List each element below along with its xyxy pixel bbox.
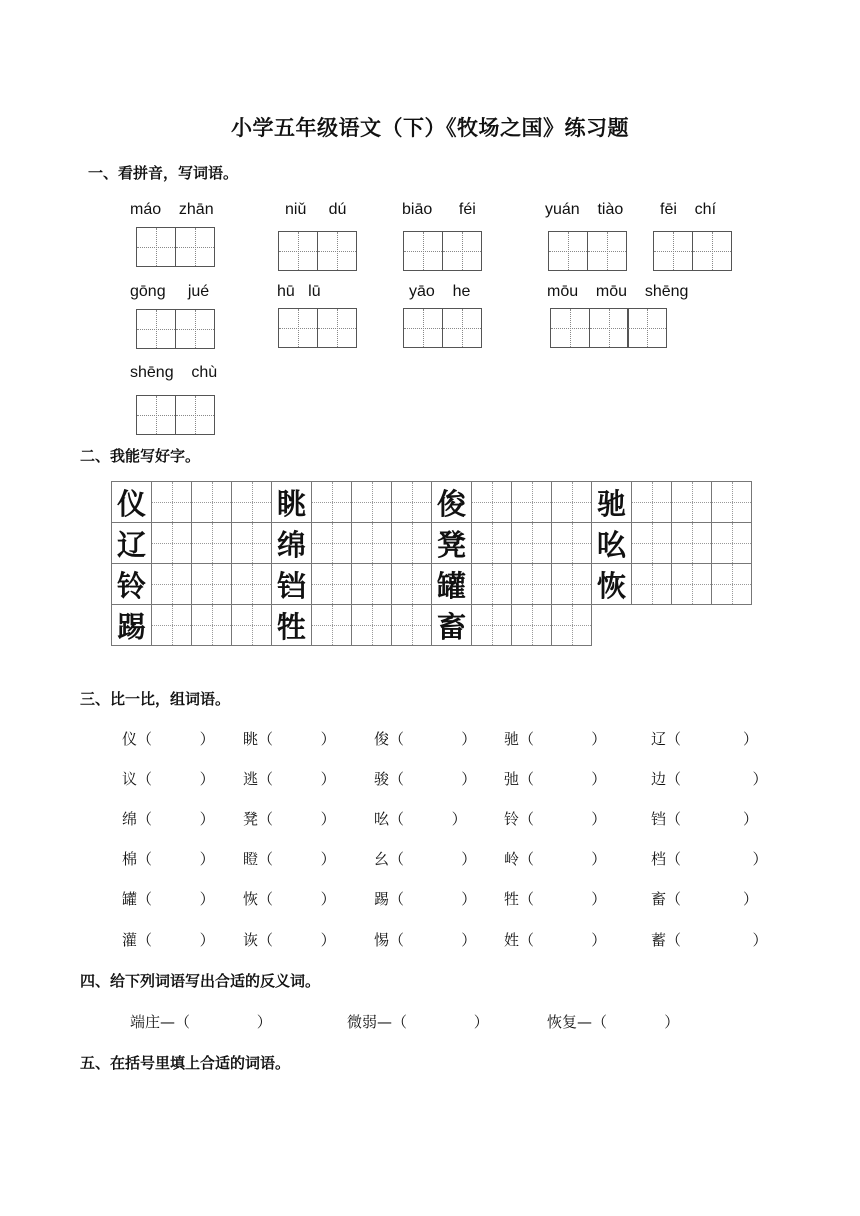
practice-cell[interactable] <box>631 563 672 605</box>
antonym-item[interactable]: 端庄—（ ） <box>130 1013 272 1031</box>
writing-box[interactable] <box>136 309 215 349</box>
practice-cell[interactable] <box>351 522 392 564</box>
practice-cell[interactable] <box>231 563 272 605</box>
model-character: 罐 <box>432 564 471 604</box>
practice-cell[interactable] <box>311 563 352 605</box>
practice-cell <box>431 522 472 564</box>
practice-cell[interactable] <box>231 522 272 564</box>
compare-item[interactable]: 畜（ ） <box>651 890 758 908</box>
practice-cell <box>591 481 632 523</box>
compare-item[interactable]: 边（ ） <box>651 770 768 788</box>
practice-cell[interactable] <box>711 481 752 523</box>
compare-item[interactable]: 辽（ ） <box>651 730 758 748</box>
practice-cell <box>111 604 152 646</box>
practice-cell[interactable] <box>511 604 552 646</box>
compare-item[interactable]: 踢（ ） <box>374 890 477 908</box>
compare-item[interactable]: 岭（ ） <box>504 850 607 868</box>
practice-cell[interactable] <box>631 481 672 523</box>
model-character: 驰 <box>592 482 631 522</box>
compare-item[interactable]: 仪（ ） <box>122 730 215 748</box>
practice-cell[interactable] <box>351 604 392 646</box>
practice-cell[interactable] <box>671 481 712 523</box>
practice-cell <box>271 563 312 605</box>
writing-box[interactable] <box>550 308 667 348</box>
pinyin-label: niǔ dú <box>285 201 347 218</box>
compare-item[interactable]: 蓄（ ） <box>651 931 768 949</box>
compare-item[interactable]: 瞪（ ） <box>243 850 336 868</box>
practice-cell[interactable] <box>151 522 192 564</box>
section-5-heading: 五、在括号里填上合适的词语。 <box>80 1054 291 1072</box>
compare-item[interactable]: 凳（ ） <box>243 810 336 828</box>
compare-item[interactable]: 绵（ ） <box>122 810 215 828</box>
practice-cell[interactable] <box>631 522 672 564</box>
antonym-item[interactable]: 微弱—（ ） <box>347 1013 489 1031</box>
compare-item[interactable]: 眺（ ） <box>243 730 336 748</box>
practice-cell[interactable] <box>191 604 232 646</box>
practice-cell <box>431 604 472 646</box>
writing-box[interactable] <box>548 231 627 271</box>
writing-box[interactable] <box>653 231 732 271</box>
page-title: 小学五年级语文（下）《牧场之国》练习题 <box>231 116 629 140</box>
practice-cell[interactable] <box>191 481 232 523</box>
practice-cell <box>271 522 312 564</box>
compare-item[interactable]: 驰（ ） <box>504 730 607 748</box>
practice-cell[interactable] <box>351 481 392 523</box>
practice-cell[interactable] <box>191 522 232 564</box>
practice-cell[interactable] <box>351 563 392 605</box>
practice-cell[interactable] <box>551 481 592 523</box>
model-character: 恢 <box>592 564 631 604</box>
practice-cell[interactable] <box>311 522 352 564</box>
practice-cell <box>431 481 472 523</box>
practice-cell[interactable] <box>551 563 592 605</box>
compare-item[interactable]: 恢（ ） <box>243 890 336 908</box>
compare-item[interactable]: 铃（ ） <box>504 810 607 828</box>
compare-item[interactable]: 棉（ ） <box>122 850 215 868</box>
compare-item[interactable]: 议（ ） <box>122 770 215 788</box>
practice-cell <box>431 563 472 605</box>
model-character: 吆 <box>592 523 631 563</box>
practice-cell[interactable] <box>711 522 752 564</box>
pinyin-label: hū lū <box>277 283 321 300</box>
compare-item[interactable]: 铛（ ） <box>651 810 758 828</box>
practice-cell[interactable] <box>151 563 192 605</box>
practice-cell[interactable] <box>711 563 752 605</box>
practice-cell[interactable] <box>311 481 352 523</box>
pinyin-label: máo zhān <box>130 201 214 218</box>
pinyin-label: fēi chí <box>660 201 717 218</box>
practice-cell[interactable] <box>391 522 432 564</box>
pinyin-label: gōng jué <box>130 283 210 300</box>
pinyin-label: biāo féi <box>402 201 476 218</box>
writing-box[interactable] <box>278 231 357 271</box>
practice-cell <box>271 604 312 646</box>
compare-item[interactable]: 灌（ ） <box>122 931 215 949</box>
practice-cell[interactable] <box>511 481 552 523</box>
pinyin-label: yuán tiào <box>545 201 624 218</box>
section-1-heading: 一、看拼音，写词语。 <box>88 164 239 182</box>
model-character: 仪 <box>112 482 151 522</box>
writing-box[interactable] <box>403 308 482 348</box>
practice-cell[interactable] <box>471 563 512 605</box>
writing-box[interactable] <box>136 395 215 435</box>
compare-item[interactable]: 吆（ ） <box>374 810 467 828</box>
model-character: 踢 <box>112 605 151 645</box>
compare-item[interactable]: 档（ ） <box>651 850 768 868</box>
practice-cell <box>591 522 632 564</box>
model-character: 眺 <box>272 482 311 522</box>
compare-item[interactable]: 牲（ ） <box>504 890 607 908</box>
compare-item[interactable]: 弛（ ） <box>504 770 607 788</box>
pinyin-label: yāo he <box>409 283 471 300</box>
section-2-heading: 二、我能写好字。 <box>80 447 201 465</box>
practice-cell <box>111 481 152 523</box>
practice-cell[interactable] <box>191 563 232 605</box>
practice-cell[interactable] <box>471 481 512 523</box>
practice-cell[interactable] <box>511 522 552 564</box>
compare-item[interactable]: 逃（ ） <box>243 770 336 788</box>
practice-cell <box>271 481 312 523</box>
compare-item[interactable]: 俊（ ） <box>374 730 477 748</box>
model-character: 俊 <box>432 482 471 522</box>
practice-cell[interactable] <box>231 481 272 523</box>
model-character: 凳 <box>432 523 471 563</box>
practice-cell[interactable] <box>391 604 432 646</box>
practice-cell[interactable] <box>551 522 592 564</box>
practice-cell[interactable] <box>151 604 192 646</box>
practice-cell[interactable] <box>671 522 712 564</box>
compare-item[interactable]: 幺（ ） <box>374 850 477 868</box>
model-character: 辽 <box>112 523 151 563</box>
practice-cell <box>111 522 152 564</box>
writing-box[interactable] <box>136 227 215 267</box>
practice-cell[interactable] <box>511 563 552 605</box>
antonym-item[interactable]: 恢复—（ ） <box>547 1013 680 1031</box>
compare-item[interactable]: 骏（ ） <box>374 770 477 788</box>
section-4-heading: 四、给下列词语写出合适的反义词。 <box>80 972 321 990</box>
compare-item[interactable]: 诙（ ） <box>243 931 336 949</box>
compare-item[interactable]: 惕（ ） <box>374 931 477 949</box>
practice-cell <box>591 563 632 605</box>
practice-cell[interactable] <box>671 563 712 605</box>
model-character: 绵 <box>272 523 311 563</box>
practice-cell[interactable] <box>151 481 192 523</box>
practice-cell[interactable] <box>231 604 272 646</box>
practice-cell <box>111 563 152 605</box>
pinyin-label: shēng chù <box>130 364 218 381</box>
practice-cell[interactable] <box>391 563 432 605</box>
writing-box[interactable] <box>278 308 357 348</box>
compare-item[interactable]: 姓（ ） <box>504 931 607 949</box>
practice-cell[interactable] <box>551 604 592 646</box>
pinyin-label: mōu mōu shēng <box>547 283 689 300</box>
model-character: 铛 <box>272 564 311 604</box>
practice-cell[interactable] <box>471 522 512 564</box>
practice-cell[interactable] <box>391 481 432 523</box>
model-character: 畜 <box>432 605 471 645</box>
practice-cell[interactable] <box>311 604 352 646</box>
writing-box[interactable] <box>403 231 482 271</box>
section-3-heading: 三、比一比，组词语。 <box>80 690 231 708</box>
practice-cell[interactable] <box>471 604 512 646</box>
model-character: 牲 <box>272 605 311 645</box>
model-character: 铃 <box>112 564 151 604</box>
compare-item[interactable]: 罐（ ） <box>122 890 215 908</box>
